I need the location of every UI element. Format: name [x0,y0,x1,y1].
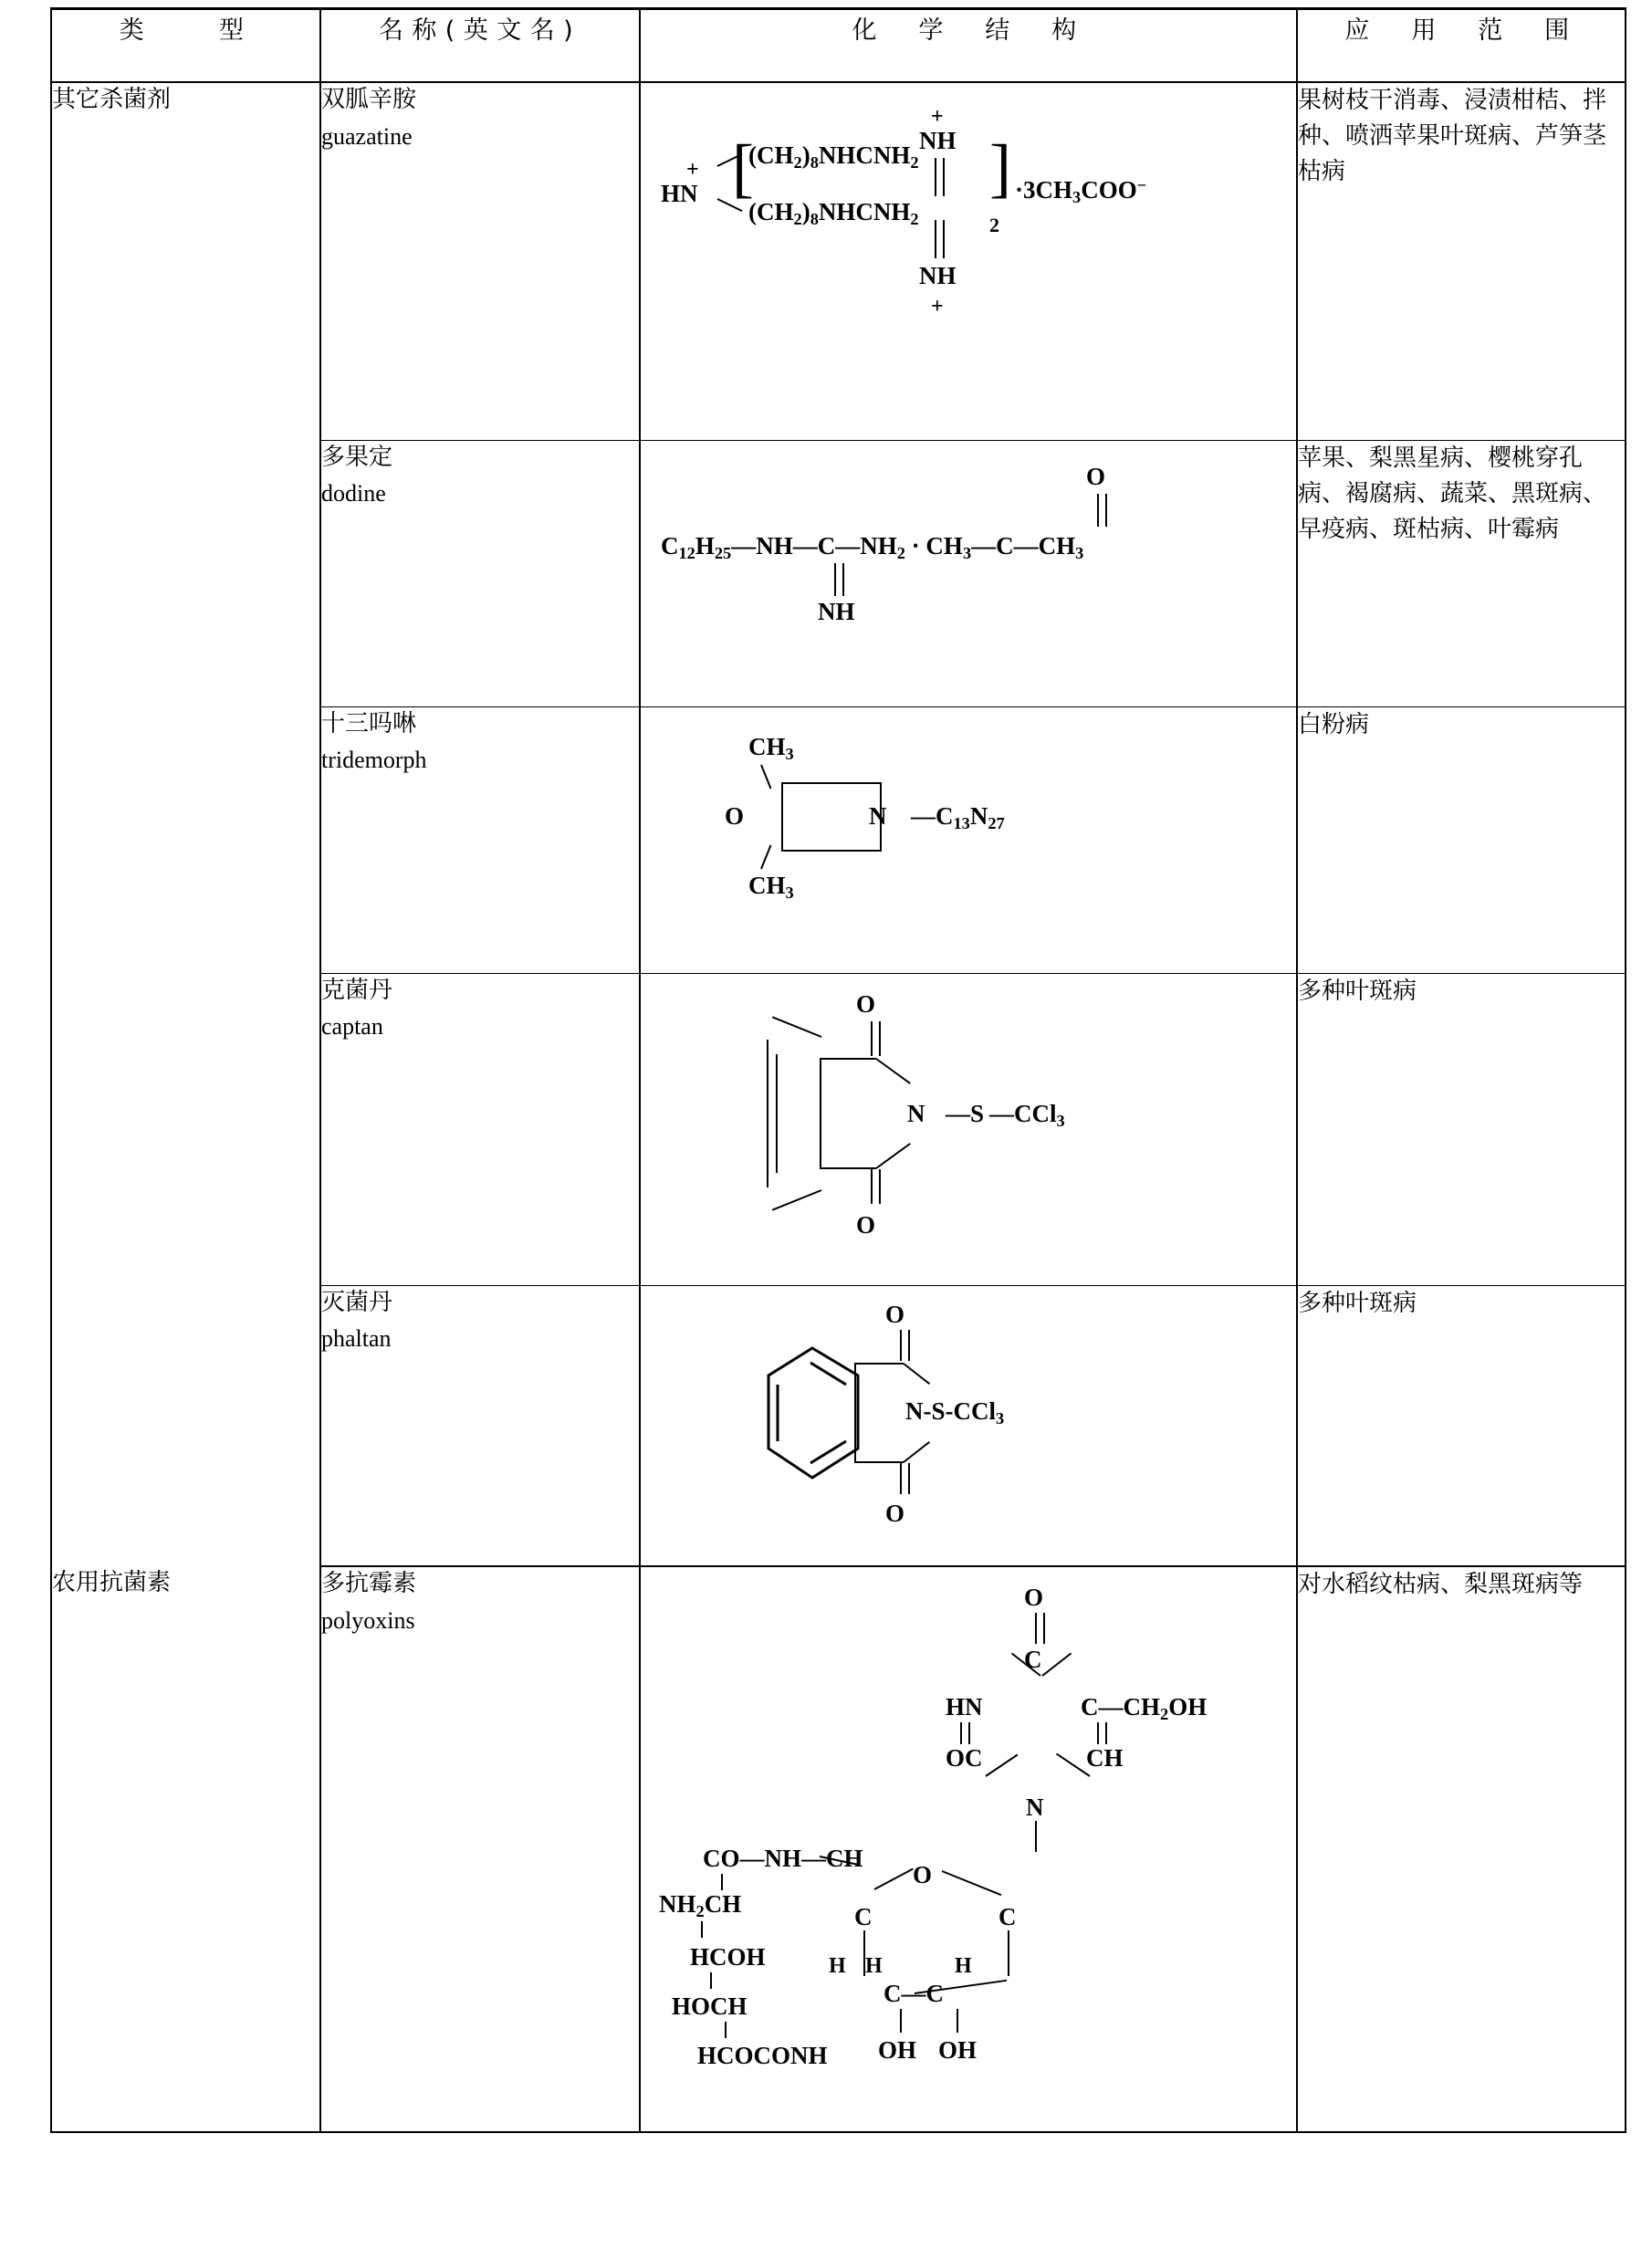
formula-chain-2: $(CH_2)_8NHCNH_2$ [748,198,919,229]
formula-ch3-top: $CH_3$ [748,732,794,763]
cell-use-3 [1297,706,1626,973]
formula-hcoconh: HCOCONH [697,2042,828,2069]
cell-name-3 [320,706,640,973]
use-text: 苹果、梨黑星病、樱桃穿孔病、褐腐病、蔬菜、黑斑病、早疫病、斑枯病、叶霉病 [1298,444,1607,543]
formula-oc: OC [946,1744,983,1772]
formula-s: —S [946,1099,985,1127]
formula-h3: H [829,1954,846,1978]
type-label: 农用抗菌素 [52,1569,172,1596]
formula-oh2: OH [938,2036,978,2064]
type-label: 其它杀菌剂 [52,86,172,113]
cell-use-1 [1297,82,1626,440]
pesticide-table [50,7,1626,2133]
cell-name-5 [320,1285,640,1566]
formula-h2: H [955,1954,972,1978]
formula-o1: O [1024,1584,1044,1611]
cell-structure-polyoxins [640,1566,1297,2132]
formula-plus: + [931,105,944,129]
formula-o-ring: O [913,1861,933,1888]
formula-c-c: C—C [884,1980,944,2007]
name-en: dodine [321,480,386,507]
cell-structure-tridemorph [640,706,1297,973]
use-text: 果树枝干消毒、浸渍柑桔、拌种、喷洒苹果叶斑病、芦笋茎枯病 [1298,87,1607,185]
formula-o-bottom: O [885,1499,905,1527]
name-cn: 十三吗啉 [321,709,417,737]
cell-name-6 [320,1566,640,2132]
header-name: 名称(英文名) [320,9,640,83]
header-type: 类 型 [51,9,320,83]
header-use: 应 用 范 围 [1297,9,1626,83]
formula-nh-top: NH [919,127,957,154]
name-en: phaltan [321,1325,392,1353]
formula-n-sccl3: N-S-CCl$_3$ [905,1396,1005,1428]
formula-main: $C_{12}H_{25}—NH—C—NH_2$ · $CH_3—C—CH_3$ [661,531,1084,562]
cell-type-group-2 [51,1566,320,2132]
formula-ch: CH [1086,1744,1124,1772]
formula-plus-bottom: + [931,295,944,319]
name-en: polyoxins [321,1606,415,1634]
formula-o: O [1086,462,1106,490]
formula-c-ch2oh: $C—CH_2OH$ [1081,1693,1208,1724]
table-row [51,1566,1626,2132]
formula-nh2ch: $NH_2CH$ [659,1890,742,1921]
table-header-row [51,9,1626,83]
formula-chain-1: $(CH_2)_8NHCNH_2$ [748,141,919,173]
formula-o: O [725,801,745,830]
use-text: 白粉病 [1298,710,1370,738]
formula-c-left: C [854,1903,873,1930]
name-cn: 克菌丹 [321,976,393,1004]
formula-n: N [1026,1794,1044,1821]
formula-nh-bottom: NH [919,262,957,289]
cell-name-1 [320,82,640,440]
formula-plus-left: + [686,158,699,182]
formula-oh1: OH [878,2036,917,2064]
name-cn: 多果定 [321,443,393,471]
cell-use-6 [1297,1566,1626,2132]
formula-h1: H [865,1954,883,1978]
name-cn: 双胍辛胺 [321,86,417,113]
formula-ch3-bottom: $CH_3$ [748,871,794,902]
formula-chain: $—C_{13}N_{27}$ [911,801,1005,832]
use-text: 对水稻纹枯病、梨黑斑病等 [1298,1571,1584,1598]
formula-ccl3: —CCl$_3$ [989,1099,1065,1130]
cell-use-4 [1297,973,1626,1285]
formula-hn: HN [946,1693,983,1720]
name-cn: 多抗霉素 [321,1570,417,1597]
name-en: tridemorph [321,747,427,774]
name-cn: 灭菌丹 [321,1288,393,1316]
formula-hoch: HOCH [672,1992,748,2020]
name-en: captan [321,1013,383,1041]
cell-structure-guazatine: + NH + HN $(CH_2)_8NHCNH_2$ $(CH_2)_8NHCNH_2$ [ ] 2 $\cdot 3CH_3COO^-$ NH + [640,82,1297,440]
formula-n: N [907,1099,925,1127]
cell-use-2 [1297,440,1626,706]
header-structure: 化 学 结 构 [640,9,1297,83]
cell-use-5 [1297,1285,1626,1566]
formula-hcoh: HCOH [690,1943,766,1971]
cell-structure-captan [640,973,1297,1285]
cell-structure-phaltan [640,1285,1297,1566]
cell-type-group-1 [51,82,320,1566]
formula-acetate: $\cdot 3CH_3COO^-$ [1015,175,1147,207]
cell-name-2 [320,440,640,706]
use-text: 多种叶斑病 [1298,977,1417,1005]
formula-co-nh-ch: CO—NH—CH [703,1845,863,1872]
cell-name-4 [320,973,640,1285]
formula-n: N [869,801,887,830]
formula-o-top: O [856,989,876,1018]
table-row [51,82,1626,440]
cell-structure-dodine [640,440,1297,706]
formula-o-top: O [885,1300,905,1328]
formula-c1: C [1024,1646,1042,1673]
formula-nh: NH [818,597,855,625]
use-text: 多种叶斑病 [1298,1289,1417,1317]
formula-hn: HN [661,180,698,207]
name-en: guazatine [321,122,413,150]
formula-c-right: C [999,1903,1017,1930]
formula-o-bottom: O [856,1210,876,1239]
